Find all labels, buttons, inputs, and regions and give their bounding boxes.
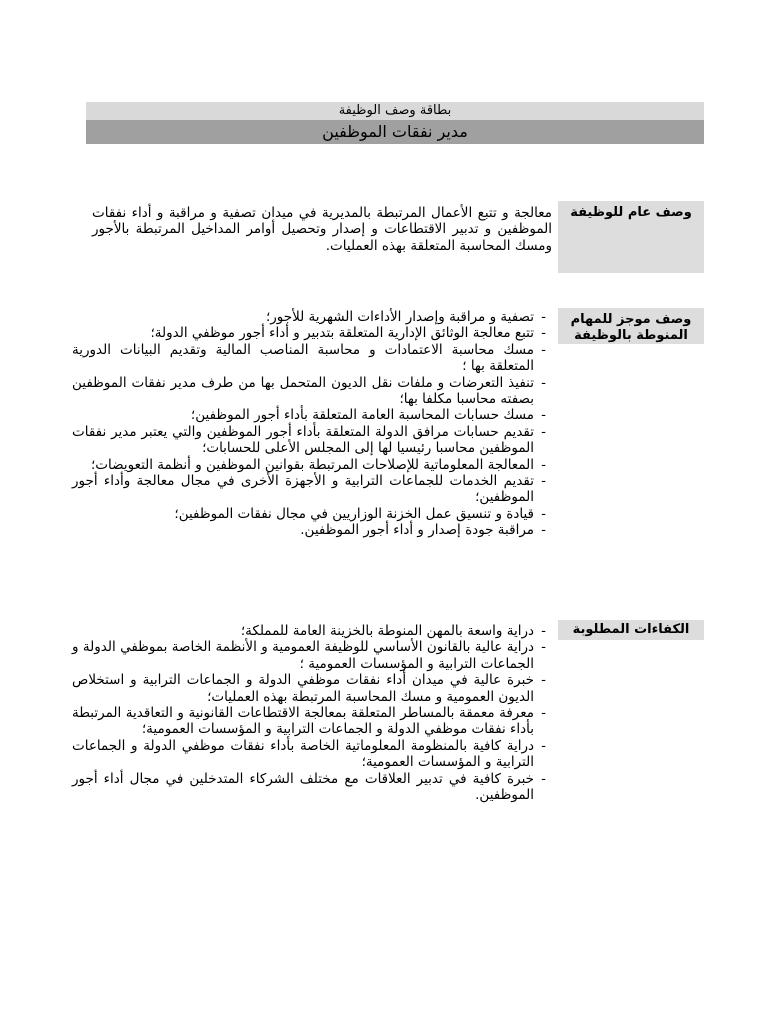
list-item: [72, 506, 546, 522]
document-type-header: بطاقة وصف الوظيفة: [86, 102, 704, 120]
list-item-text: خبرة كافية في تدبير العلاقات مع مختلف الشركاء المتدخلين في مجال أداء أجور الموظفين.: [72, 770, 534, 804]
list-item: [72, 424, 546, 457]
bullet-dash: -: [541, 505, 546, 522]
list-item-text: تنفيذ التعرضات و ملفات نقل الديون المتحمل بها من طرف مدير نفقات الموظفين بصفته محاسبا مكلفا بها؛: [72, 374, 534, 408]
general-description-label: وصف عام للوظيفة: [558, 201, 704, 273]
bullet-dash: -: [541, 737, 546, 754]
list-item-text: مراقبة جودة إصدار و أداء أجور الموظفين.: [300, 522, 534, 539]
list-item: [72, 639, 546, 672]
bullet-dash: -: [541, 672, 546, 689]
bullet-dash: -: [541, 325, 546, 342]
list-item: [72, 771, 546, 804]
tasks-label: وصف موجز للمهام المنوطة بالوظيفة: [558, 308, 704, 344]
list-item-text: مسك حسابات المحاسبة العامة المتعلقة بأداء أجور الموظفين؛: [190, 407, 534, 424]
bullet-dash: -: [541, 341, 546, 358]
bullet-dash: -: [541, 407, 546, 424]
list-item-text: تصفية و مراقبة وإصدار الأداءات الشهرية للأجور؛: [265, 309, 534, 325]
tasks-list: [72, 309, 546, 539]
list-item: [72, 375, 546, 408]
list-item: [72, 325, 546, 341]
bullet-dash: -: [541, 522, 546, 539]
bullet-dash: -: [541, 639, 546, 656]
skills-label: الكفاءات المطلوبة: [558, 620, 704, 640]
list-item-text: تتبع معالجة الوثائق الإدارية المتعلقة بتدبير و أداء أجور موظفي الدولة؛: [150, 325, 534, 342]
list-item: [72, 738, 546, 771]
list-item: [72, 473, 546, 506]
bullet-dash: -: [541, 705, 546, 722]
list-item-text: مسك محاسبة الاعتمادات و محاسبة المناصب المالية وتقديم البيانات الدورية المتعلقة بها ؛: [72, 341, 534, 375]
bullet-dash: -: [541, 770, 546, 787]
list-item: [72, 407, 546, 423]
list-item: [72, 705, 546, 738]
bullet-dash: -: [541, 473, 546, 490]
list-item-text: دراية كافية بالمنظومة المعلوماتية الخاصة بأداء نفقات موظفي الدولة و الجماعات الترابية و المؤسسات العمومية؛: [72, 737, 534, 771]
skills-list: [72, 623, 546, 803]
list-item: [72, 522, 546, 538]
list-item-text: خبرة عالية في ميدان أداء نفقات موظفي الدولة و الجماعات الترابية و استخلاص الديون العمومية و مسك المحاسبة المرتبطة بهذه العمليات؛: [72, 672, 534, 705]
list-item-text: معرفة معمقة بالمساطر المتعلقة بمعالجة الاقتطاعات القانونية و التعاقدية المرتبطة بأداء نفقات موظفي الدولة و الجماعات الترابية و المؤسسات العمومية؛: [72, 705, 534, 738]
list-item-text: المعالجة المعلوماتية للإصلاحات المرتبطة بقوانين الموظفين و أنظمة التعويضات؛: [91, 456, 534, 473]
list-item: [72, 623, 546, 639]
list-item-text: دراية واسعة بالمهن المنوطة بالخزينة العامة للمملكة؛: [240, 623, 534, 639]
job-title-header: مدير نفقات الموظفين: [86, 120, 704, 144]
list-item-text: دراية عالية بالقانون الأساسي للوظيفة العمومية و الأنظمة الخاصة بموظفي الدولة و الجماعات الترابية و المؤسسات العمومية ؛: [72, 639, 534, 672]
list-item-text: تقديم الخدمات للجماعات الترابية و الأجهزة الأخرى في مجال معالجة وأداء أجور الموظفين؛: [72, 473, 534, 506]
list-item-text: تقديم حسابات مرافق الدولة المتعلقة بأداء أجور الموظفين والتي يعتبر مدير نفقات الموظفين محاسبا رئيسيا لها إلى المجلس الأعلى للحسابات؛: [72, 423, 534, 457]
bullet-dash: -: [541, 309, 546, 325]
list-item: [72, 342, 546, 375]
bullet-dash: -: [541, 374, 546, 391]
bullet-dash: -: [541, 423, 546, 440]
list-item: [72, 457, 546, 473]
bullet-dash: -: [541, 456, 546, 473]
bullet-dash: -: [541, 623, 546, 639]
list-item: [72, 672, 546, 705]
general-description-text: معالجة و تتبع الأعمال المرتبطة بالمديرية في ميدان تصفية و مراقبة و أداء نفقات الموظفين و تدبير الاقتطاعات و إصدار وتحصيل أوامر المداخيل المرتبطة بالأجور ومسك المحاسبة المتعلقة بهذه العمليات.: [92, 205, 552, 254]
list-item-text: قيادة و تنسيق عمل الخزنة الوزاريين في مجال نفقات الموظفين؛: [174, 505, 534, 522]
list-item: [72, 309, 546, 325]
